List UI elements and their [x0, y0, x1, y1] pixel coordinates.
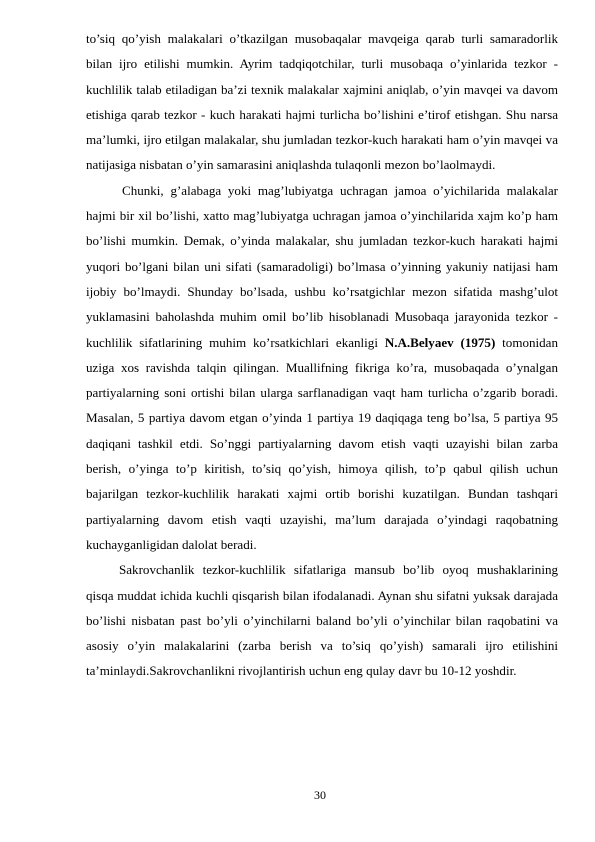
paragraph-2 [86, 178, 558, 557]
paragraph-3: Sakrovchanlik tezkor-kuchlilik sifatlariga mansub bo’lib oyoq mushaklarining qisqa muddat ichida kuchli qisqarish bilan ifodalanadi. Aynan shu sifatni yuksak darajada bo’lishi nisbatan past bo’yli o’yinchilarni baland bo’yli o’yinchilar bilan raqobatini va asosiy o’yin malakalarini (zarba berish va to’siq qo’yish) samarali ijro etilishini ta’minlaydi.Sakrovchanlikni rivojlantirish uchun eng qulay davr bu 10-12 yoshdir. [86, 562, 558, 679]
paragraph-1: to’siq qo’yish malakalari o’tkazilgan musobaqalar mavqeiga qarab turli samaradorlik bilan ijro etilishi mumkin. Ayrim tadqiqotchilar, turli musobaqa o’yinlarida tezkor - kuchlilik talab etiladigan ba’zi texnik malakalar xajmini aniqlab, o’yin mavqei va davom etishiga qarab tezkor - kuch harakati hajmi turlicha bo’lishini e’tirof etishgan. Shu narsa ma’lumki, ijro etilgan malakalar, shu jumladan tezkor-kuch harakati ham o’yin mavqei va natijasiga nisbatan o’yin samarasini aniqlashda tulaqonli mezon bo’laolmaydi. [86, 31, 558, 173]
paragraph-2-text-start: Chunki, g’alabaga yoki mag’lubiyatga uchragan jamoa o’yichilarida malakalar hajmi bir xil bo’lishi, xatto mag’lubiyatga uchragan jamoa o’yinchilarida xajm ko’p ham bo’lishi mumkin. Demak, o’yinda malakalar, shu jumladan tezkor-kuch harakati hajmi yuqori bo’lgani bilan uni sifati (samaradoligi) bo’lmasa o’yinning yakuniy natijasi ham ijobiy bo’lmaydi. Shunday bo’lsada, ushbu ko’rsatgichlar mezon sifatida mashg’ulot yuklamasini baholashda muhim omil bo’lib hisoblanadi Musobaqa jarayonida tezkor - kuchlilik sifatlarining muhim ko’rsatkichlari ekanligi [86, 182, 558, 350]
page-number: 30 [314, 788, 326, 802]
document-body [86, 26, 558, 684]
paragraph-2-text-end: tomonidan uziga xos ravishda talqin qilingan. Muallifning fikriga ko’ra, musobaqada o’ynalgan partiyalarning soni ortishi bilan ularga sarflanadigan vaqt ham turlicha o’zgarib boradi. Masalan, 5 partiya davom etgan o’yinda 1 partiya 19 daqiqaga teng bo’lsa, 5 partiya 95 daqiqani tashkil etdi. So’nggi partiyalarning davom etish vaqti uzayishi bilan zarba berish, o’yinga to’p kiritish, to’siq qo’yish, himoya qilish, to’p qabul qilish uchun bajarilgan tezkor-kuchlilik harakati xajmi ortib borishi kuzatilgan. Bundan tashqari partiyalarning davom etish vaqti uzayishi, ma’lum darajada o’yindagi raqobatning kuchayganligidan dalolat beradi. [86, 334, 558, 552]
author-citation: N.A.Belyaev (1975) [384, 334, 496, 350]
